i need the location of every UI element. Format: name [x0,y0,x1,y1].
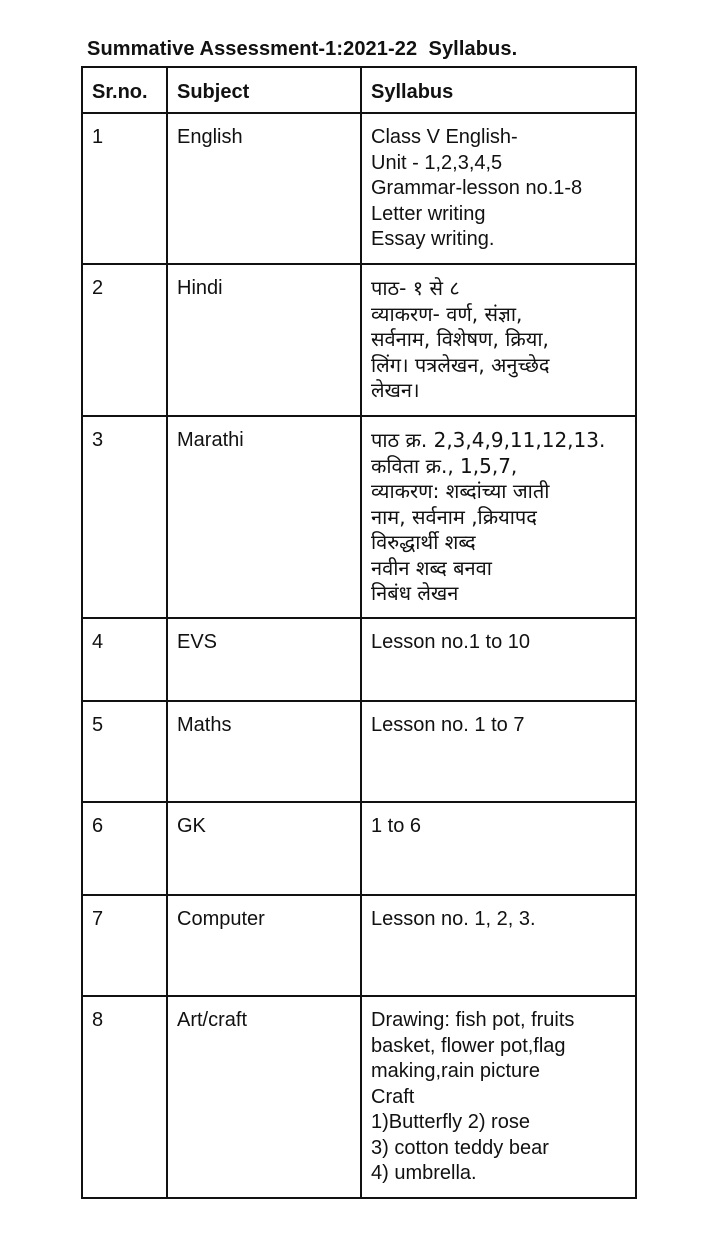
header-syllabus: Syllabus [361,67,636,113]
table-row [82,701,636,802]
cell-subject: Computer [167,895,361,996]
syllabus-line: Lesson no.1 to 10 [371,631,531,653]
document-title: Summative Assessment-1:2021-22 Syllabus. [87,38,518,60]
cell-syllabus [361,113,636,264]
table-row [82,895,636,996]
cell-subject: Maths [167,701,361,802]
cell-syllabus [361,264,636,416]
table-header-row [82,67,636,113]
cell-sr-no: 4 [82,618,167,701]
syllabus-line: कविता क्र., 1,5,7, [371,453,518,478]
cell-syllabus [361,701,636,802]
table-row [82,113,636,264]
cell-subject: Art/craft [167,996,361,1198]
cell-sr-no: 3 [82,416,167,618]
table-row [82,618,636,701]
cell-syllabus [361,416,636,618]
syllabus-line: Lesson no. 1, 2, 3. [371,908,536,930]
table-row [82,802,636,895]
syllabus-line: लिंग। पत्रलेखन, अनुच्छेद [371,352,550,377]
cell-sr-no: 7 [82,895,167,996]
syllabus-line: Lesson no. 1 to 7 [371,714,525,736]
table-body [82,113,636,1198]
syllabus-line: 1 to 6 [371,815,422,837]
syllabus-line: basket, flower pot,flag [371,1034,566,1057]
syllabus-line: विरुद्धार्थी शब्द [371,530,476,554]
cell-sr-no: 8 [82,996,167,1198]
header-sr-no: Sr.no. [82,67,167,113]
cell-subject: Hindi [167,264,361,416]
syllabus-line: 4) umbrella. [371,1162,477,1184]
syllabus-line: व्याकरण- वर्ण, संज्ञा, [371,301,523,326]
syllabus-line: नवीन शब्द बनवा [371,555,492,580]
cell-subject: GK [167,802,361,895]
cell-sr-no: 1 [82,113,167,264]
cell-subject: EVS [167,618,361,701]
syllabus-line: Grammar-lesson no.1-8 [371,177,583,199]
cell-syllabus [361,895,636,996]
cell-syllabus [361,996,636,1198]
syllabus-line: Drawing: fish pot, fruits [371,1009,575,1031]
cell-sr-no: 6 [82,802,167,895]
cell-subject: Marathi [167,416,361,618]
cell-sr-no: 5 [82,701,167,802]
syllabus-line: Essay writing. [371,228,495,250]
syllabus-line: नाम, सर्वनाम ,क्रियापद [371,504,537,529]
syllabus-line: पाठ क्र. 2,3,4,9,11,12,13. [371,428,606,452]
syllabus-line: Unit - 1,2,3,4,5 [371,151,503,174]
syllabus-line: Craft [371,1085,415,1108]
syllabus-line: सर्वनाम, विशेषण, क्रिया, [371,327,549,351]
cell-subject: English [167,113,361,264]
syllabus-line: लेखन। [371,378,420,402]
table-row [82,416,636,618]
syllabus-line: making,rain picture [371,1060,540,1082]
syllabus-line: Letter writing [371,202,486,225]
syllabus-line: Class V English- [371,126,518,148]
cell-sr-no: 2 [82,264,167,416]
table-row [82,996,636,1198]
syllabus-line: 3) cotton teddy bear [371,1136,549,1159]
syllabus-line: निबंध लेखन [371,581,459,605]
cell-syllabus [361,802,636,895]
syllabus-line: व्याकरण: शब्दांच्या जाती [371,479,550,503]
cell-syllabus [361,618,636,701]
header-subject: Subject [167,67,361,113]
table-row [82,264,636,416]
syllabus-table [81,66,637,1199]
syllabus-line: पाठ- १ से ८ [371,276,460,300]
syllabus-line: 1)Butterfly 2) rose [371,1111,530,1133]
